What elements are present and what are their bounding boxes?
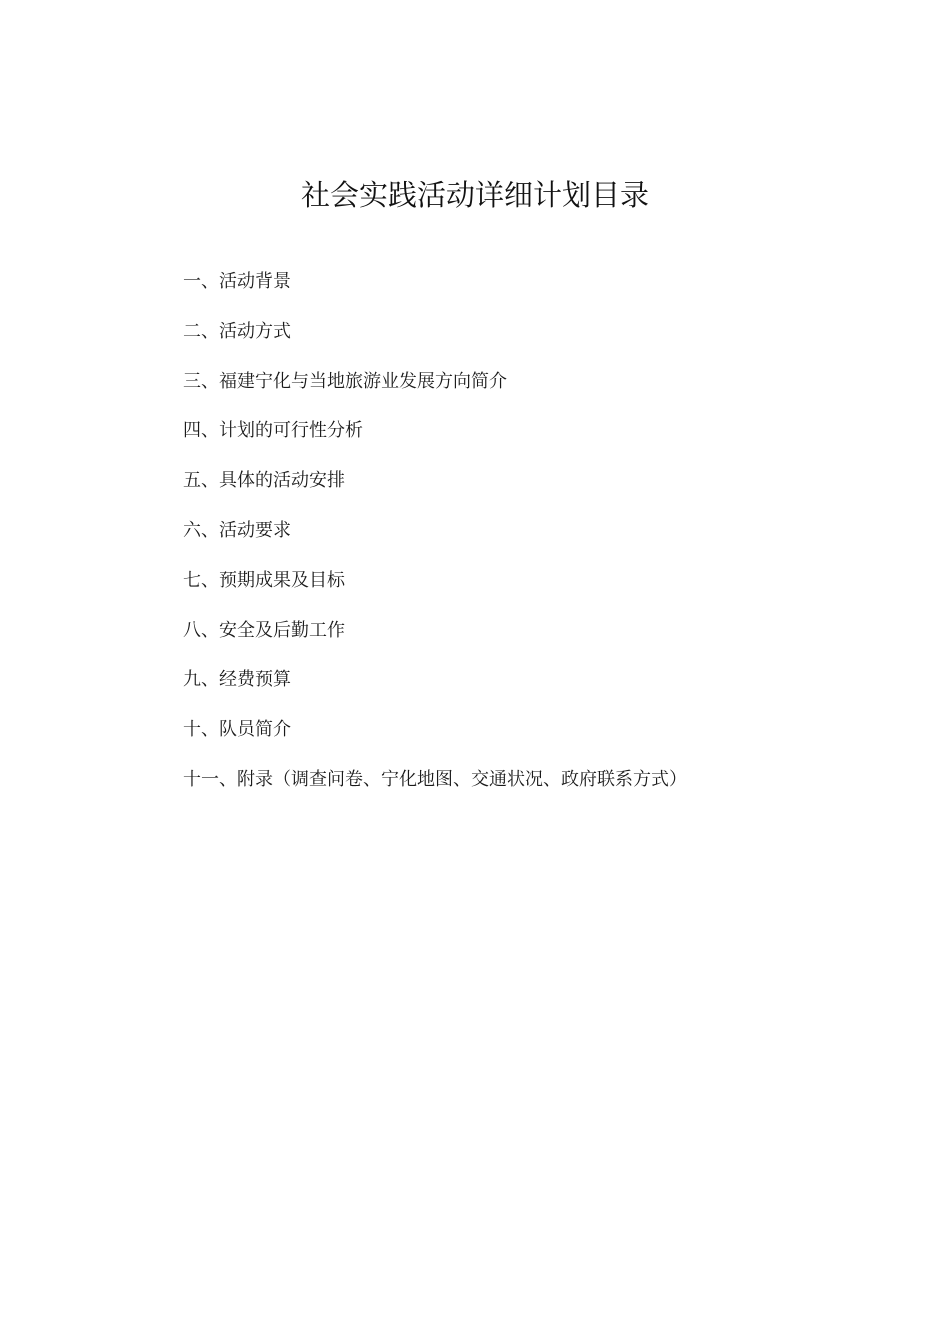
- document-title: 社会实践活动详细计划目录: [300, 178, 649, 212]
- toc-item-11: 十一、附录（调查问卷、宁化地图、交通状况、政府联系方式）: [183, 768, 687, 790]
- toc-item-7: 七、预期成果及目标: [183, 569, 345, 591]
- toc-item-1: 一、活动背景: [183, 271, 291, 292]
- toc-item-2: 二、活动方式: [183, 320, 291, 342]
- toc-item-8: 八、安全及后勤工作: [183, 619, 345, 641]
- toc-item-5: 五、具体的活动安排: [183, 470, 345, 492]
- toc-item-3: 三、福建宁化与当地旅游业发展方向简介: [183, 370, 507, 392]
- toc-item-4: 四、计划的可行性分析: [183, 420, 363, 442]
- toc-item-6: 六、活动要求: [183, 519, 291, 541]
- toc-item-10: 十、队员简介: [183, 719, 291, 741]
- toc-item-9: 九、经费预算: [183, 669, 291, 691]
- table-of-contents: [183, 266, 687, 814]
